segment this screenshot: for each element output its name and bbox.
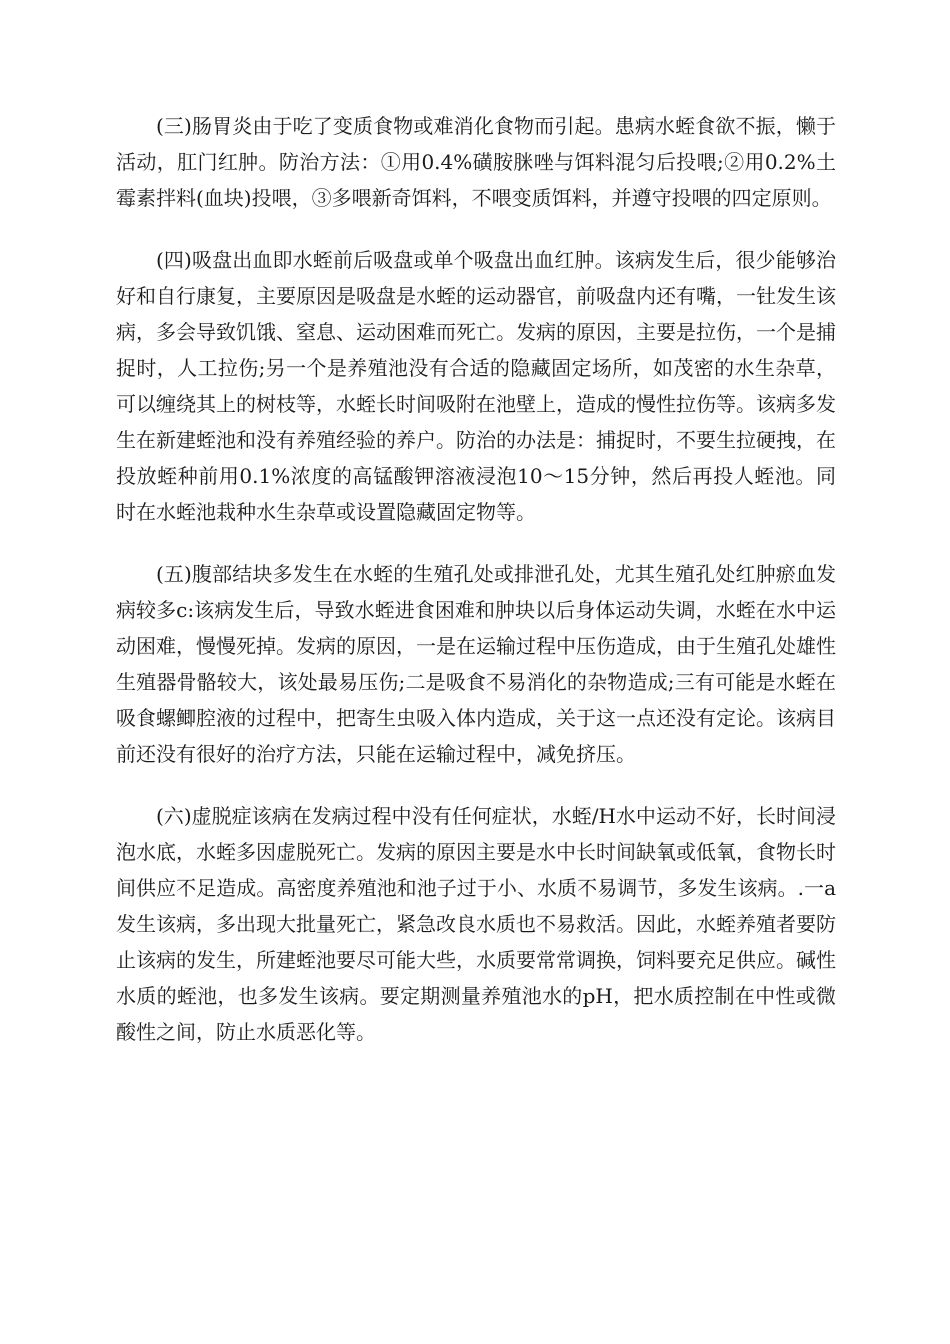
paragraph-prostration: (六)虚脱症该病在发病过程中没有任何症状，水蛭/H水中运动不好，长时间浸泡水底，水蛭多因虚脱死亡。发病的原因主要是水中长时间缺氧或低氧，食物长时间供应不足造成。高密度养殖池和池子过于小、水质不易调节，多发生该病。.一a发生该病，多出现大批量死亡，紧急改良水质也不易救活。因此，水蛭养殖者要防止该病的发生，所建蛭池要尽可能大些，水质要常常调换，饲料要充足供应。碱性水质的蛭池，也多发生该病。要定期测量养殖池水的pH，把水质控制在中性或微酸性之间，防止水质恶化等。 (116, 804, 836, 1044)
paragraph-enteritis: (三)肠胃炎由于吃了变质食物或难消化食物而引起。患病水蛭食欲不振，懒于活动，肛门红肿。防治方法：①用0.4%磺胺脒唑与饵料混匀后投喂;②用0.2%土霉素拌料(血块)投喂，③多喂新奇饵料，不喂变质饵料，并遵守投喂的四定原则。 (116, 114, 836, 210)
paragraph-abdominal-lump: (五)腹部结块多发生在水蛭的生殖孔处或排泄孔处，尤其生殖孔处红肿瘀血发病较多c:该病发生后，导致水蛭进食困难和肿块以后身体运动失调，水蛭在水中运动困难，慢慢死掉。发病的原因，一是在运输过程中压伤造成，由于生殖孔处雄性生殖器骨骼较大，该处最易压伤;二是吸食不易消化的杂物造成;三有可能是水蛭在吸食螺鲫腔液的过程中，把寄生虫吸入体内造成，关于这一点还没有定论。该病目前还没有很好的治疗方法，只能在运输过程中，减免挤压。 (116, 562, 836, 766)
paragraph-sucker-bleeding: (四)吸盘出血即水蛭前后吸盘或单个吸盘出血红肿。该病发生后，很少能够治好和自行康复，主要原因是吸盘是水蛭的运动器官，前吸盘内还有嘴，一钍发生该病，多会导致饥饿、窒息、运动困难而死亡。发病的原因，主要是拉伤，一个是捕捉时，人工拉伤;另一个是养殖池没有合适的隐藏固定场所，如茂密的水生杂草，可以缠绕其上的树枝等，水蛭长时间吸附在池壁上，造成的慢性拉伤等。该病多发生在新建蛭池和没有养殖经验的养户。防治的办法是：捕捉时，不要生拉硬拽，在投放蛭种前用0.1%浓度的高锰酸钾溶液浸泡10～15分钟，然后再投人蛭池。同时在水蛭池栽种水生杂草或设置隐藏固定物等。 (116, 248, 836, 524)
document-body (116, 108, 836, 1076)
